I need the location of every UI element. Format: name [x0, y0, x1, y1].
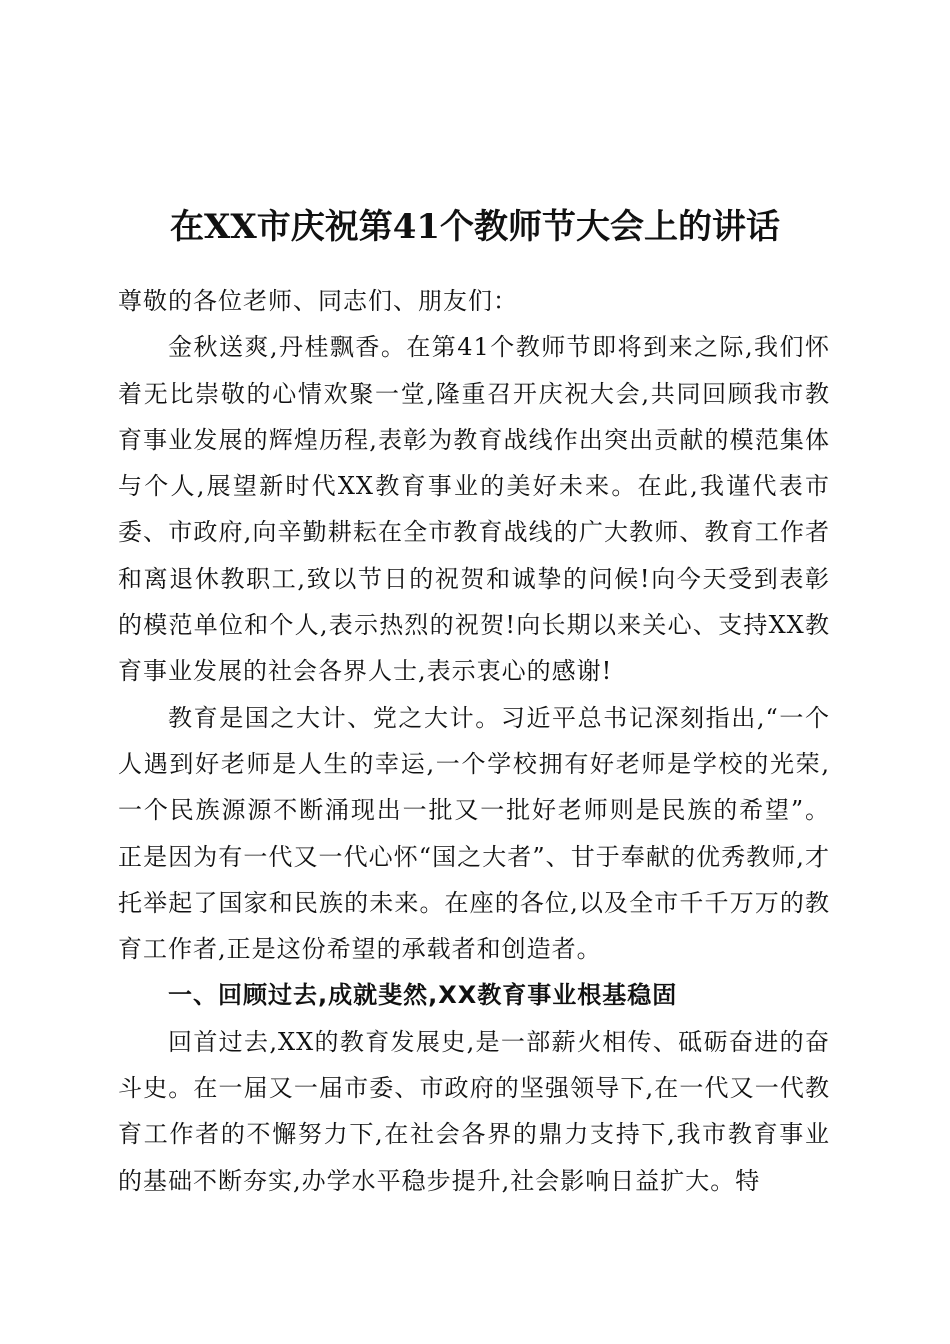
- paragraph-review-past: 回首过去,XX的教育发展史,是一部薪火相传、砥砺奋进的奋斗史。在一届又一届市委、市政府的坚强领导下,在一代又一代教育工作者的不懈努力下,在社会各界的鼎力支持下,我市教育事业的基础不断夯实,办学水平稳步提升,社会影响日益扩大。特: [118, 1027, 830, 1195]
- section-heading: 一、回顾过去,成就斐然,XX教育事业根基稳固: [168, 981, 678, 1010]
- document-body: [118, 278, 830, 1204]
- paragraph-education-importance: 教育是国之大计、党之大计。习近平总书记深刻指出,“一个人遇到好老师是人生的幸运,一个学校拥有好老师是学校的光荣,一个民族源源不断涌现出一批又一批好老师则是民族的希望”。正是因为有一代又一代心怀“国之大者”、甘于奉献的优秀教师,才托举起了国家和民族的未来。在座的各位,以及全市千千万万的教育工作者,正是这份希望的承载者和创造者。: [118, 703, 830, 964]
- salutation: 尊敬的各位老师、同志们、朋友们：: [118, 287, 518, 315]
- document-title: 在XX市庆祝第41个教师节大会上的讲话: [169, 206, 781, 247]
- paragraph-opening: 金秋送爽,丹桂飘香。在第41个教师节即将到来之际,我们怀着无比崇敬的心情欢聚一堂,隆重召开庆祝大会,共同回顾我市教育事业发展的辉煌历程,表彰为教育战线作出突出贡献的模范集体与个人,展望新时代XX教育事业的美好未来。在此,我谨代表市委、市政府,向辛勤耕耘在全市教育战线的广大教师、教育工作者和离退休教职工,致以节日的祝贺和诚挚的问候!向今天受到表彰的模范单位和个人,表示热烈的祝贺!向长期以来关心、支持XX教育事业发展的社会各界人士,表示衷心的感谢!: [118, 333, 830, 686]
